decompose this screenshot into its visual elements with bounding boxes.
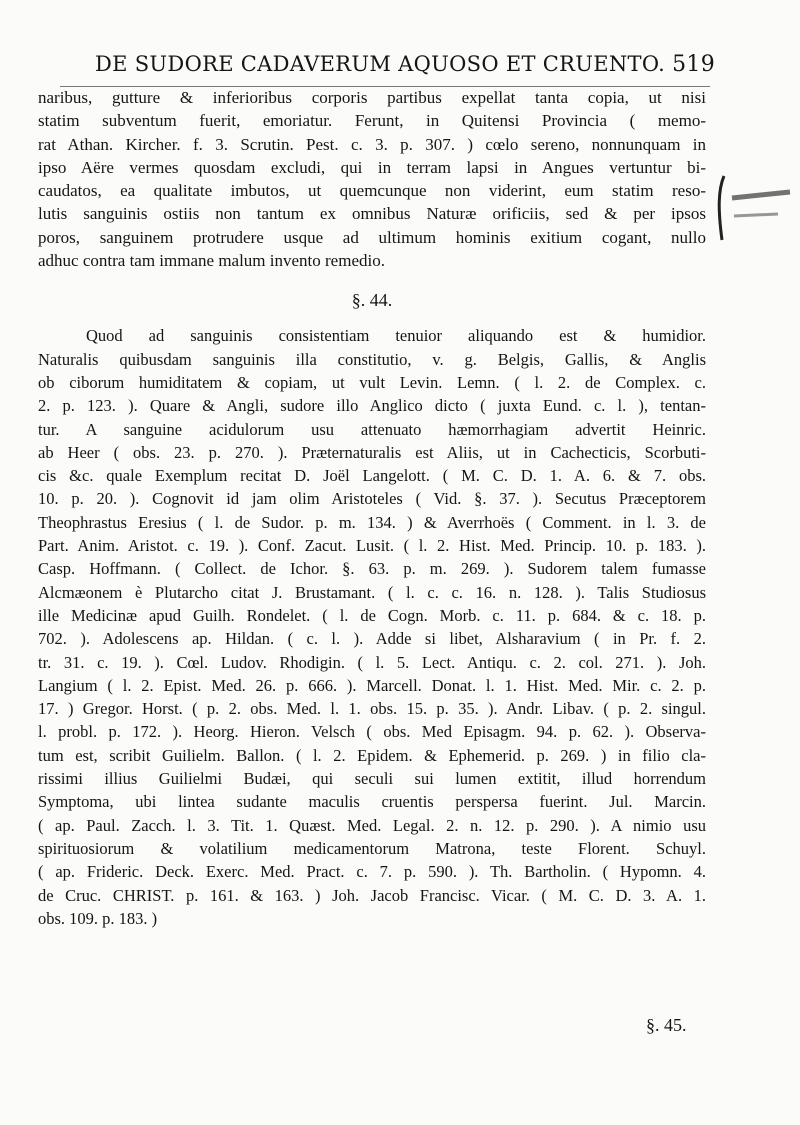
page-number: 519 xyxy=(672,52,715,77)
text-line: rissimi illius Guilielmi Budæi, qui seculi sui lumen extitit, illud horrendum xyxy=(38,769,706,789)
text-line: l. probl. p. 172. ). Heorg. Hieron. Velsch ( obs. Med Episagm. 94. p. 62. ). Observa- xyxy=(38,722,706,742)
text-line: ipso Aëre vermes quosdam excludi, qui in terram lapsi in Angues vertuntur bi- xyxy=(38,157,706,177)
handwritten-margin-bracket xyxy=(712,170,800,250)
text-line: Naturalis quibusdam sanguinis illa constitutio, v. g. Belgis, Gallis, & Anglis xyxy=(38,349,706,369)
running-title: DE SUDORE CADAVERUM AQUOSO ET CRUENTO. xyxy=(95,52,666,76)
text-line: 2. p. 123. ). Quare & Angli, sudore illo Anglico dicto ( juxta Eund. c. l. ), tentan- xyxy=(38,396,706,416)
page-body xyxy=(38,86,706,930)
text-line: ille Medicinæ apud Guilh. Rondelet. ( l. de Cogn. Morb. c. 11. p. 684. & c. 18. p. xyxy=(38,605,706,625)
text-line: statim subventum fuerit, emoriatur. Ferunt, in Quitensi Provincia ( memo- xyxy=(38,111,706,131)
text-line: ( ap. Paul. Zacch. l. 3. Tit. 1. Quæst. Med. Legal. 2. n. 12. p. 290. ). A nimio usu xyxy=(38,815,706,835)
text-line: tur. A sanguine acidulorum usu attenuato hæmorrhagiam advertit Heinric. xyxy=(38,419,706,439)
text-line: spirituosiorum & volatilium medicamentorum Matrona, teste Florent. Schuyl. xyxy=(38,838,706,858)
text-line: Quod ad sanguinis consistentiam tenuior aliquando est & humidior. xyxy=(86,326,706,346)
text-line: 702. ). Adolescens ap. Hildan. ( c. l. ). Adde si libet, Alsharavium ( in Pr. f. 2. xyxy=(38,629,706,649)
text-line: ob ciborum humiditatem & copiam, ut vult Levin. Lemn. ( l. 2. de Complex. c. xyxy=(38,372,706,392)
text-line: Langium ( l. 2. Epist. Med. 26. p. 666. ). Marcell. Donat. l. 1. Hist. Med. Mir. c. 2. p. xyxy=(38,675,706,695)
text-line: ( ap. Frideric. Deck. Exerc. Med. Pract. c. 7. p. 590. ). Th. Bartholin. ( Hypomn. 4. xyxy=(38,862,706,882)
text-line: adhuc contra tam immane malum invento remedio. xyxy=(38,251,385,271)
running-header xyxy=(95,50,715,84)
text-line: de Cruc. CHRIST. p. 161. & 163. ) Joh. Jacob Francisc. Vicar. ( M. C. D. 3. A. 1. xyxy=(38,885,706,905)
text-line: Casp. Hoffmann. ( Collect. de Ichor. §. 63. p. m. 269. ). Sudorem talem fumasse xyxy=(38,559,706,579)
text-line: Alcmæonem è Plutarcho citat J. Brustamant. ( l. c. c. 16. n. 128. ). Talis Studiosus xyxy=(38,582,706,602)
paragraph-before-section xyxy=(38,86,706,272)
text-line: Symptoma, ubi lintea sudante maculis cruentis perspersa fuerint. Jul. Marcin. xyxy=(38,792,706,812)
text-line: rat Athan. Kircher. f. 3. Scrutin. Pest. c. 3. p. 307. ) cœlo sereno, nonnunquam in xyxy=(38,134,706,154)
text-line: cis &c. quale Exemplum recitat D. Joël Langelott. ( M. C. D. 1. A. 6. & 7. obs. xyxy=(38,466,706,486)
paragraph-section-44 xyxy=(38,324,706,930)
section-heading: §. 44. xyxy=(351,290,393,311)
text-line: 17. ) Gregor. Horst. ( p. 2. obs. Med. l. 1. obs. 15. p. 35. ). Andr. Libav. ( p. 2. singul. xyxy=(38,699,706,719)
text-line: caudatos, ea qualitate imbutos, ut quemcunque non viderint, eum statim reso- xyxy=(38,181,706,201)
text-line: Part. Anim. Aristot. c. 19. ). Conf. Zacut. Lusit. ( l. 2. Hist. Med. Princip. 10. p. 183. ). xyxy=(38,536,706,556)
text-line: tr. 31. c. 19. ). Cœl. Ludov. Rhodigin. ( l. 5. Lect. Antiqu. c. 2. col. 271. ). Joh. xyxy=(38,652,706,672)
text-line: obs. 109. p. 183. ) xyxy=(38,908,158,928)
text-line: lutis sanguinis ostiis non tantum ex omnibus Naturæ orificiis, sed & per ipsos xyxy=(38,204,706,224)
bracket-mark-icon xyxy=(712,170,800,250)
bleed-through-text xyxy=(260,985,460,997)
text-line: poros, sanguinem protrudere usque ad ultimum hominis exitium cogant, nullo xyxy=(38,227,706,247)
text-line: ab Heer ( obs. 23. p. 270. ). Præternaturalis est Aliis, ut in Cachecticis, Scorbuti- xyxy=(38,442,706,462)
text-line: Theophrastus Eresius ( l. de Sudor. p. m. 134. ) & Averrhoës ( Comment. in l. 3. de xyxy=(38,512,706,532)
text-line: 10. p. 20. ). Cognovit id jam olim Aristoteles ( Vid. §. 37. ). Secutus Præceptorem xyxy=(38,489,706,509)
text-line: tum est, scribit Guilielm. Ballon. ( l. 2. Epidem. & Ephemerid. p. 269. ) in filio cla- xyxy=(38,745,706,765)
text-line: naribus, gutture & inferioribus corporis partibus expellat tanta copia, ut nisi xyxy=(38,88,706,107)
catchword: §. 45. xyxy=(646,1015,687,1035)
